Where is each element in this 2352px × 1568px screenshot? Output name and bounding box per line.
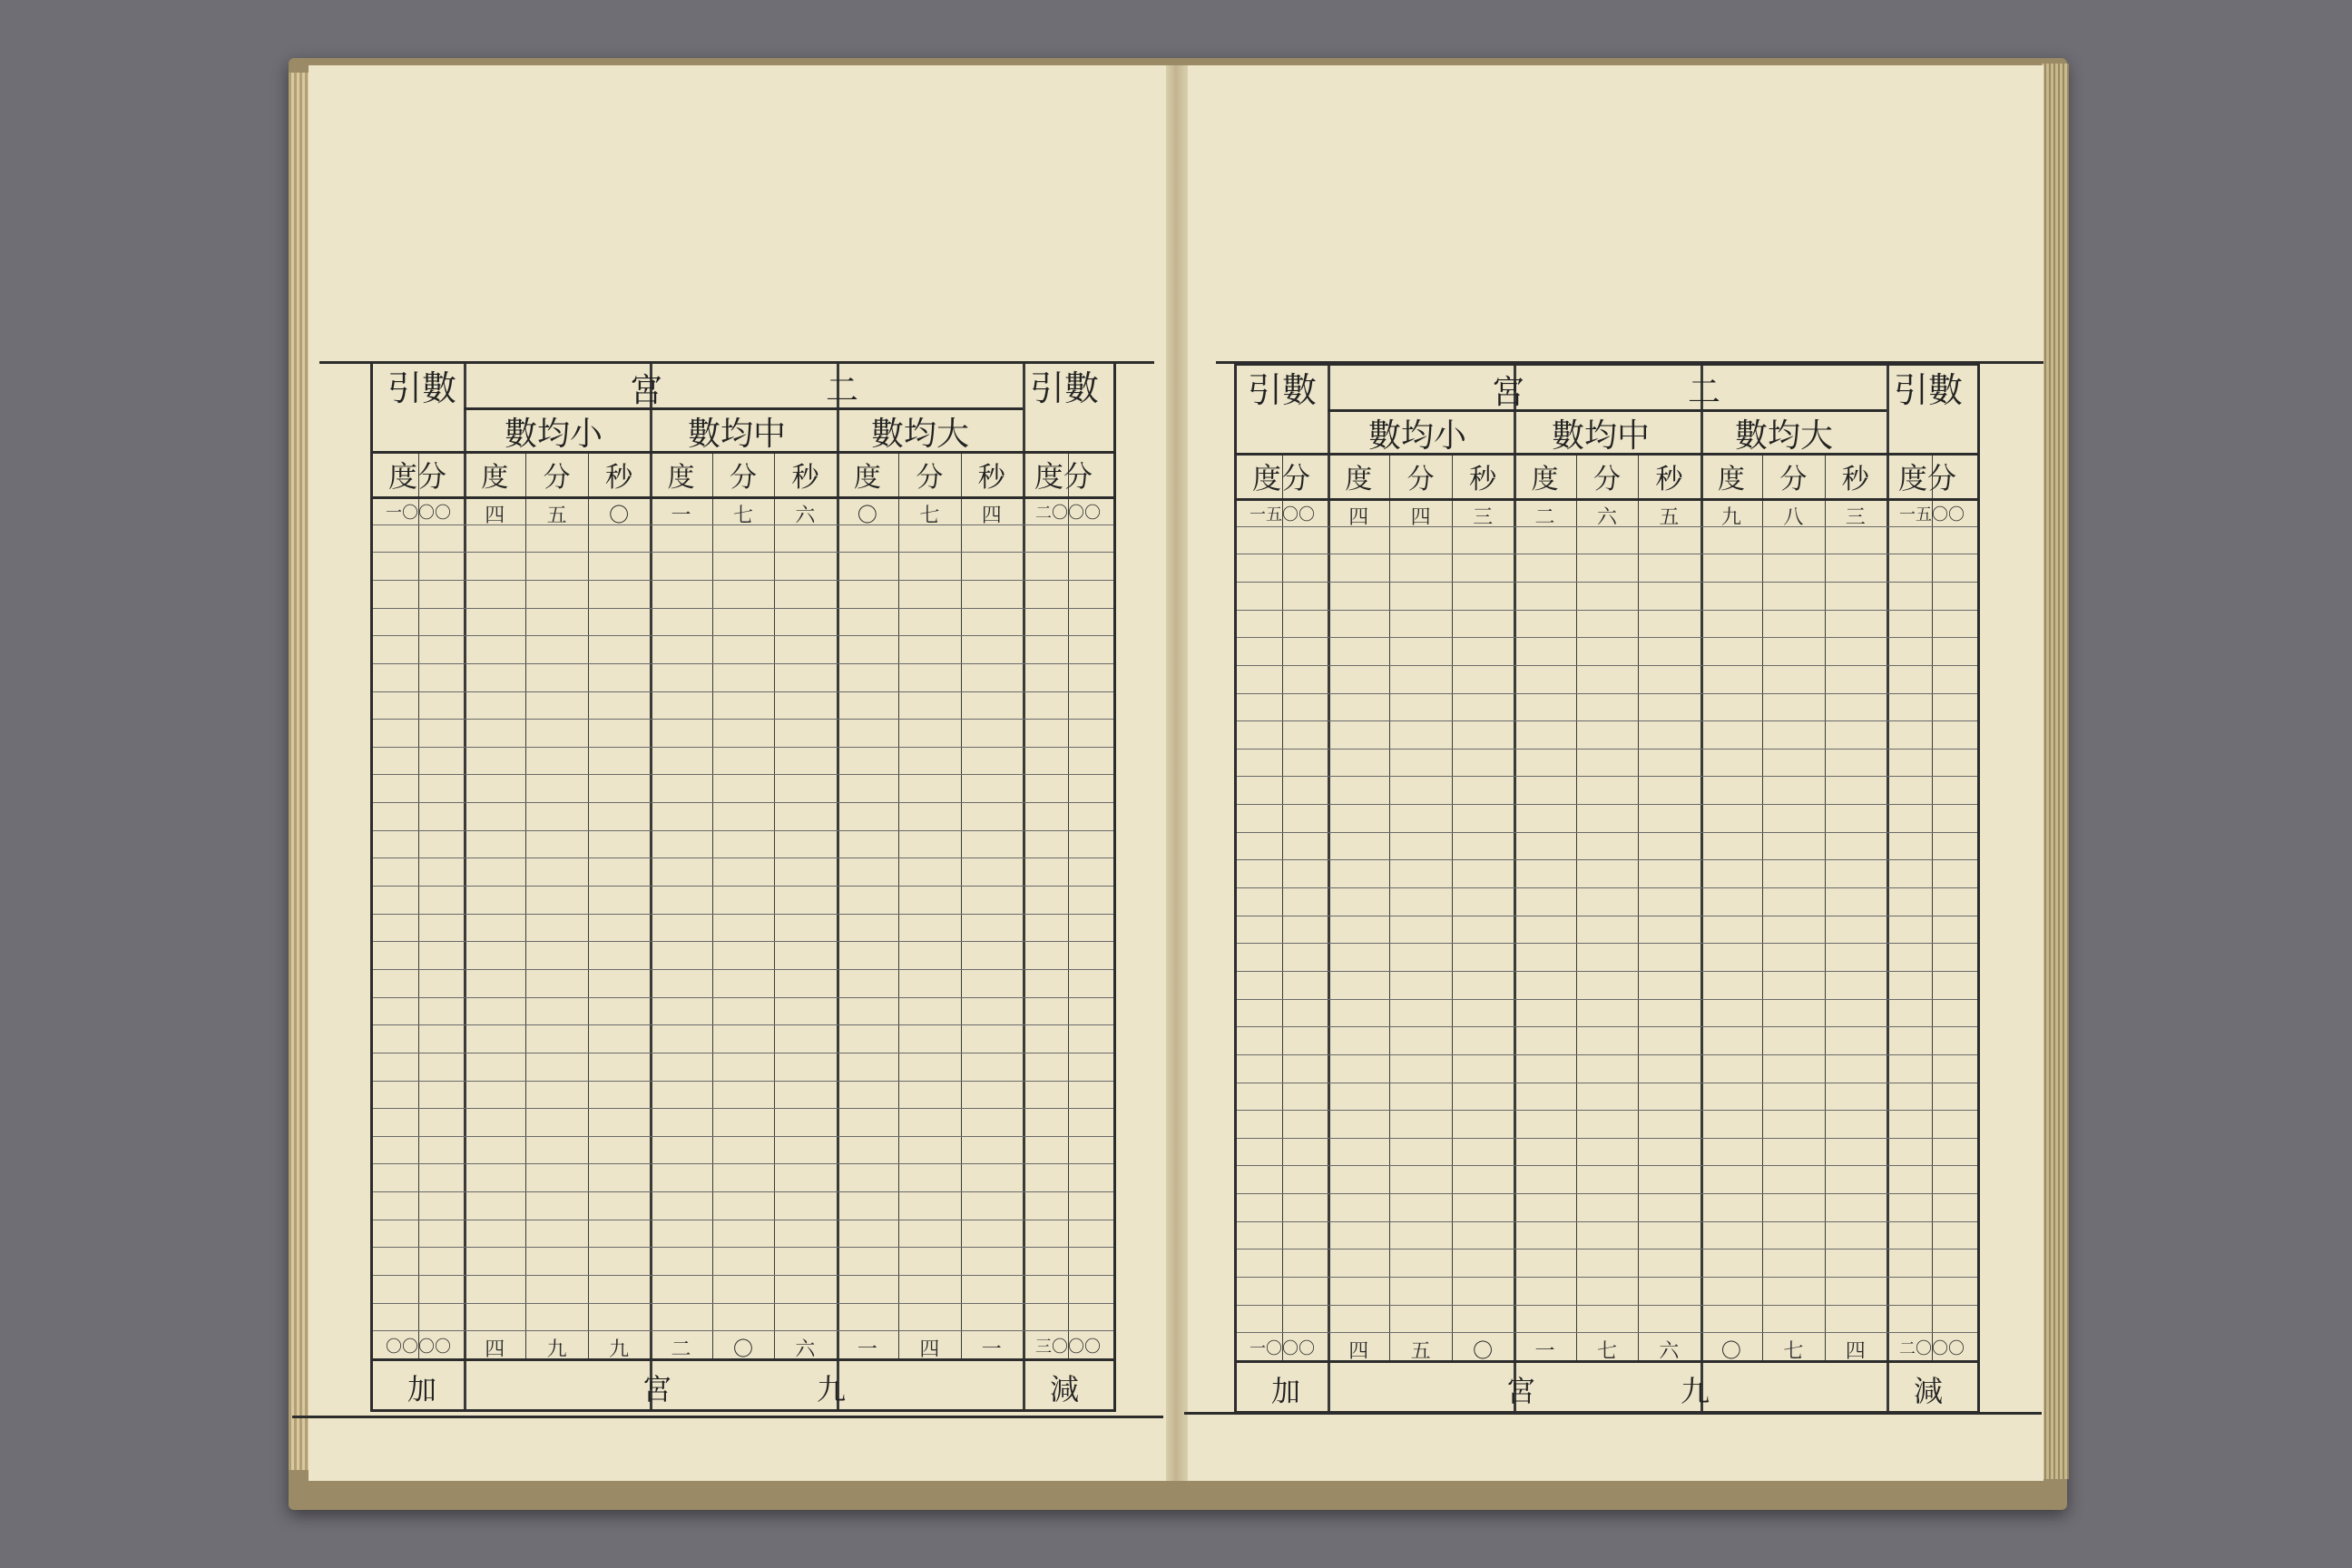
left-table-row-line — [373, 1108, 1113, 1109]
left-sub-right: 度分 — [1034, 459, 1093, 494]
right-table-vline — [1389, 453, 1390, 1360]
right-table-row-line — [1237, 1110, 1977, 1111]
right-table-row-line — [1237, 1165, 1977, 1166]
left-table-row-line — [373, 635, 1113, 636]
left-table-first-row-cell: 〇 — [609, 505, 630, 527]
right-table-subcol-label: 分 — [1592, 464, 1621, 495]
right-col-mid: 數均中 — [1551, 417, 1650, 455]
left-table-row-line — [373, 941, 1113, 942]
right-table-row-line — [1237, 1138, 1977, 1139]
left-table-row-line — [373, 552, 1113, 553]
left-table-vline — [961, 451, 962, 1358]
right-table-subcol-label: 秒 — [1469, 464, 1497, 495]
right-table-row-line — [1237, 887, 1977, 888]
right-table-first-row-cell: 三 — [1473, 506, 1494, 529]
left-footer-left: 加 — [407, 1372, 436, 1406]
left-col-large: 數均大 — [870, 416, 969, 453]
left-table-row-line — [373, 1163, 1113, 1164]
left-table-first-row-cell: 六 — [795, 505, 816, 527]
right-table-last-row-cell: 六 — [1659, 1340, 1680, 1364]
left-table-last-row-cell: 六 — [795, 1338, 816, 1362]
right-header-right: 引數 — [1893, 370, 1963, 410]
left-table-row-line — [373, 719, 1113, 720]
right-table-row-line — [1237, 637, 1977, 638]
right-table-first-row-index-right: 一五〇〇 — [1899, 505, 1965, 524]
left-table-row-line — [373, 1330, 1113, 1331]
left-table-first-row-cell: 七 — [732, 505, 753, 527]
left-table-row-line — [373, 1303, 1113, 1304]
right-sub-right: 度分 — [1897, 461, 1956, 495]
right-table-last-row-cell: 一 — [1534, 1340, 1555, 1364]
right-table-first-row-cell: 六 — [1596, 506, 1617, 529]
left-table-row-line — [373, 608, 1113, 609]
right-table-last-row-cell: 四 — [1845, 1340, 1866, 1364]
left-table-row-line — [373, 997, 1113, 998]
left-table-last-row-cell: 〇 — [732, 1338, 753, 1362]
left-table-first-row-index-right: 二〇〇〇 — [1035, 504, 1101, 523]
left-table-row-line — [373, 747, 1113, 748]
right-table-last-row-index-right: 二〇〇〇 — [1899, 1339, 1965, 1359]
left-table-row-line — [373, 663, 1113, 664]
left-table-first-row-cell: 七 — [919, 505, 940, 527]
left-table-first-row-cell: 〇 — [857, 505, 877, 527]
left-table-first-row-cell: 一 — [671, 505, 691, 527]
left-table-first-row-cell: 四 — [485, 505, 505, 527]
right-table-row-line — [1237, 1026, 1977, 1027]
right-table-last-row-cell: 五 — [1410, 1340, 1431, 1364]
book-gutter — [1166, 65, 1188, 1481]
right-table-row-line — [1237, 943, 1977, 944]
left-table-row-line — [373, 802, 1113, 803]
right-table-row-line — [1237, 1277, 1977, 1278]
right-table-index-split — [1282, 453, 1283, 1360]
right-table-subcol-label: 分 — [1406, 464, 1435, 495]
right-table-subcol-label: 秒 — [1841, 464, 1869, 495]
left-table-last-row-cell: 一 — [981, 1338, 1002, 1362]
right-table-row-line — [1237, 1193, 1977, 1194]
right-table-row-line — [1237, 859, 1977, 860]
right-table-vline — [1576, 453, 1577, 1360]
right-table-row-line — [1237, 1249, 1977, 1250]
left-table-last-row-cell: 九 — [609, 1338, 630, 1362]
right-table-vline — [1452, 453, 1453, 1360]
right-footer-right: 減 — [1913, 1374, 1943, 1408]
left-table-row-line — [373, 691, 1113, 692]
right-table-last-row-cell: 七 — [1596, 1340, 1617, 1364]
right-table-row-line — [1237, 582, 1977, 583]
left-table-vline — [774, 451, 775, 1358]
right-table-first-row-cell: 五 — [1659, 506, 1680, 529]
right-table-first-row-cell: 八 — [1783, 506, 1804, 529]
left-footer-mid: 宮 九 — [642, 1372, 846, 1406]
left-table-first-row-cell: 五 — [546, 505, 567, 527]
left-table-subcol-label: 度 — [853, 462, 881, 494]
right-table-vline — [1825, 453, 1826, 1360]
left-table-row-line — [373, 886, 1113, 887]
right-table-row-line — [1237, 1305, 1977, 1306]
left-table-subcol-label: 秒 — [791, 462, 819, 494]
right-table-last-row-cell: 〇 — [1720, 1340, 1741, 1364]
left-table-last-row-cell: 二 — [671, 1338, 691, 1362]
page-edge-left — [289, 73, 310, 1470]
right-table-band — [1237, 498, 1977, 501]
left-table-row-line — [373, 1024, 1113, 1025]
right-table-row-line — [1237, 1054, 1977, 1055]
left-table-vline — [712, 451, 713, 1358]
right-table-first-row-index-left: 一五〇〇 — [1250, 505, 1315, 524]
left-col-mid: 數均中 — [687, 416, 786, 453]
right-table-row-line — [1237, 999, 1977, 1000]
right-table-subcol-label: 分 — [1779, 464, 1808, 495]
bottom-rule-left — [292, 1416, 1163, 1418]
left-table-first-row-cell: 四 — [981, 505, 1002, 527]
left-table-row-line — [373, 1247, 1113, 1248]
left-table-subcol-label: 度 — [667, 462, 695, 494]
right-table-row-line — [1237, 720, 1977, 721]
right-table-first-row-cell: 九 — [1720, 506, 1741, 529]
left-table-last-row-cell: 四 — [919, 1338, 940, 1362]
right-table-first-row-cell: 二 — [1534, 506, 1555, 529]
left-header-top: 宮 二 — [629, 372, 858, 409]
right-table-last-row-index-left: 一〇〇〇 — [1250, 1339, 1315, 1359]
right-table-row-line — [1237, 749, 1977, 750]
right-footer-mid: 宮 九 — [1505, 1374, 1710, 1408]
right-table-row-line — [1237, 1221, 1977, 1222]
right-table-index-split — [1932, 453, 1933, 1360]
left-table-index-split — [1068, 451, 1069, 1358]
table-left — [370, 361, 1116, 1412]
right-table-first-row-cell: 三 — [1845, 506, 1866, 529]
table-right — [1234, 363, 1980, 1414]
left-table-row-line — [373, 1136, 1113, 1137]
left-header-left: 引數 — [387, 368, 456, 408]
right-table-row-line — [1237, 804, 1977, 805]
left-header-right: 引數 — [1029, 368, 1099, 408]
right-table-row-line — [1237, 1332, 1977, 1333]
left-table-row-line — [373, 1053, 1113, 1054]
right-table-last-row-cell: 七 — [1783, 1340, 1804, 1364]
left-table-vline — [898, 451, 899, 1358]
right-table-subcol-label: 度 — [1717, 464, 1745, 495]
right-table-first-row-cell: 四 — [1410, 506, 1431, 529]
left-table-subcol-label: 度 — [481, 462, 509, 494]
left-table-row-line — [373, 580, 1113, 581]
left-footer-right: 減 — [1049, 1372, 1079, 1406]
right-table-subcol-label: 度 — [1531, 464, 1559, 495]
right-table-vline — [1638, 453, 1639, 1360]
right-table-row-line — [1237, 971, 1977, 972]
right-table-last-row-cell: 四 — [1348, 1340, 1369, 1364]
left-table-row-line — [373, 1275, 1113, 1276]
left-table-row-line — [373, 914, 1113, 915]
left-table-subcol-label: 秒 — [605, 462, 633, 494]
right-table-row-line — [1237, 832, 1977, 833]
right-header-top: 宮 二 — [1491, 374, 1720, 411]
left-table-row-line — [373, 1081, 1113, 1082]
right-table-row-line — [1237, 610, 1977, 611]
right-table-row-line — [1237, 776, 1977, 777]
left-table-first-row-index-left: 一〇〇〇 — [386, 504, 451, 523]
left-table-subcol-label: 分 — [916, 462, 944, 494]
right-col-small: 數均小 — [1367, 417, 1466, 455]
left-sub-left: 度分 — [387, 459, 446, 494]
left-table-row-line — [373, 774, 1113, 775]
right-table-row-line — [1237, 693, 1977, 694]
right-table-subcol-label: 度 — [1345, 464, 1373, 495]
left-table-last-row-index-left: 〇〇〇〇 — [386, 1338, 451, 1357]
right-table-row-line — [1237, 665, 1977, 666]
left-table-vline — [525, 451, 526, 1358]
right-col-large: 數均大 — [1734, 417, 1833, 455]
left-table-row-line — [373, 969, 1113, 970]
right-sub-left: 度分 — [1251, 461, 1310, 495]
left-table-band — [373, 496, 1113, 499]
left-table-last-row-cell: 九 — [546, 1338, 567, 1362]
right-table-subcol-label: 秒 — [1655, 464, 1683, 495]
right-header-left: 引數 — [1247, 370, 1317, 410]
left-table-last-row-cell: 四 — [485, 1338, 505, 1362]
left-table-vline — [588, 451, 589, 1358]
left-table-row-line — [373, 1191, 1113, 1192]
page-edge-right — [2042, 64, 2069, 1479]
left-col-small: 數均小 — [504, 416, 603, 453]
right-table-vline — [1762, 453, 1763, 1360]
left-table-last-row-index-right: 三〇〇〇 — [1035, 1338, 1101, 1357]
left-table-subcol-label: 分 — [729, 462, 757, 494]
left-table-index-split — [418, 451, 419, 1358]
left-table-subcol-label: 分 — [543, 462, 571, 494]
left-table-row-line — [373, 830, 1113, 831]
right-table-last-row-cell: 〇 — [1473, 1340, 1494, 1364]
left-table-last-row-cell: 一 — [857, 1338, 877, 1362]
right-table-first-row-cell: 四 — [1348, 506, 1369, 529]
right-footer-left: 加 — [1270, 1374, 1300, 1408]
left-table-subcol-label: 秒 — [977, 462, 1005, 494]
